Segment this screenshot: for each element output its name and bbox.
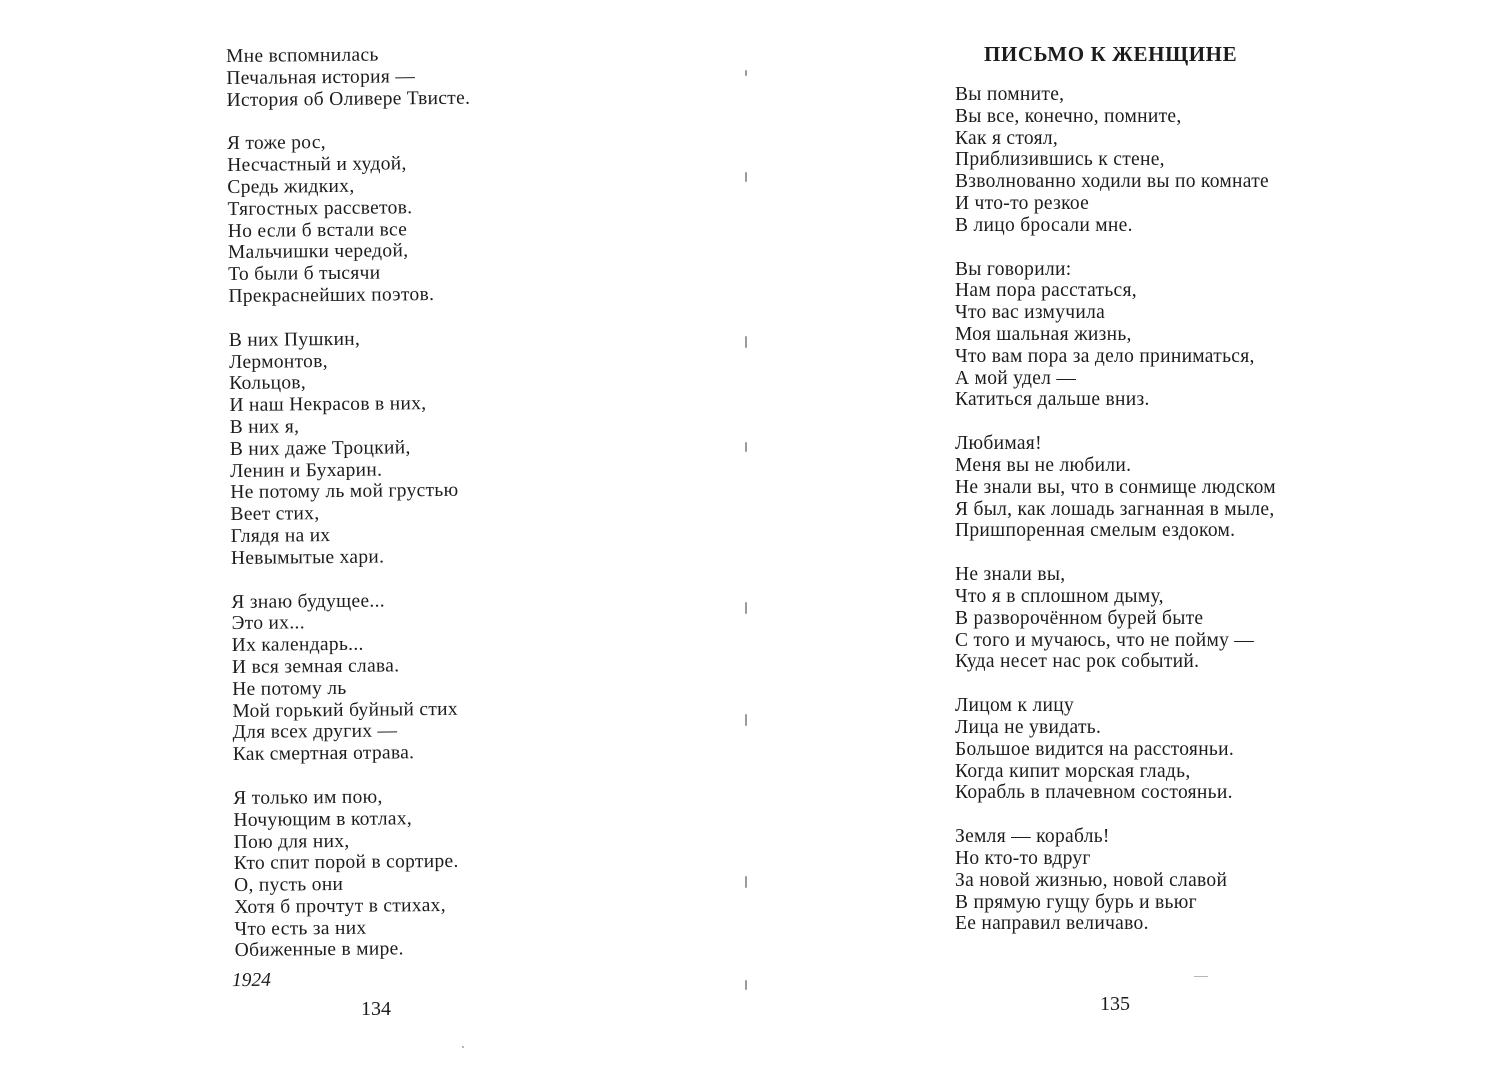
poem-line: Я был, как лошадь загнанная в мыле,: [955, 498, 1275, 520]
stanza: [229, 327, 475, 569]
poem-line: Нам пора расстаться,: [955, 280, 1137, 302]
poem-line: Моя шальная жизнь,: [955, 323, 1132, 345]
poem-line: Обиженные в мире.: [234, 938, 404, 962]
poem-line: Лермонтов,: [228, 350, 328, 373]
poem-line: Что вам пора за дело приниматься,: [955, 345, 1255, 367]
poem-line: Не потому ль мой грустью: [230, 480, 459, 504]
poem-line: Не потому ль: [232, 677, 347, 700]
print-speck: [462, 1046, 464, 1048]
poem-line: Веет стих,: [230, 503, 320, 526]
stanza: [955, 564, 1276, 673]
stanza: [955, 259, 1276, 412]
gutter-mark: [745, 602, 747, 614]
poem-line: Мне вспомнилась: [226, 44, 379, 67]
stanza: [227, 131, 472, 308]
poem-line: Что я в сплошном дыму,: [955, 585, 1164, 607]
poem-line: Большое видится на расстояньи.: [955, 738, 1235, 760]
stanza: [226, 44, 470, 112]
poem-line: Ленин и Бухарин.: [229, 459, 383, 482]
poem-line: Я тоже рос,: [226, 132, 327, 155]
poem-line: Лицом к лицу: [955, 695, 1074, 717]
poem-title: ПИСЬМО К ЖЕНЩИНЕ: [984, 42, 1238, 66]
poem-line: Глядя на их: [230, 524, 331, 547]
poem-line: А мой удел —: [955, 367, 1077, 389]
gutter-mark: [745, 876, 747, 888]
stanza: [955, 84, 1276, 237]
poem-line: Тягостных рассветов.: [227, 197, 413, 220]
poem-line: Кольцов,: [229, 372, 307, 395]
stanza: [233, 786, 478, 963]
poem-line: Куда несет нас рок событий.: [955, 651, 1200, 673]
poem-line: Вы все, конечно, помните,: [955, 105, 1182, 127]
poem-line: Несчастный и худой,: [227, 153, 407, 177]
poem-line: Приблизившись к стене,: [955, 149, 1165, 171]
poem-line: Вы помните,: [955, 84, 1065, 105]
poem-line: Мальчишки чередой,: [227, 240, 409, 264]
poem-line: Земля — корабль!: [955, 826, 1110, 848]
gutter-mark: [745, 714, 747, 726]
poem-line: И наш Некрасов в них,: [229, 393, 427, 417]
left-page: [0, 0, 748, 1080]
poem-line: В разворочённом бурей быте: [955, 607, 1204, 629]
poem-line: Их календарь...: [231, 633, 364, 657]
poem-line: Для всех других —: [232, 720, 398, 744]
poem-line: Ее направил величаво.: [955, 913, 1149, 935]
poem-line: История об Оливере Твисте.: [226, 87, 471, 111]
poem-line: Как смертная отрава.: [232, 742, 415, 766]
poem-line: Что есть за них: [234, 917, 367, 940]
poem-line: Что вас измучила: [955, 302, 1106, 324]
left-poem-text: [226, 44, 479, 985]
stanza: [955, 826, 1276, 935]
poem-line: Это их...: [231, 612, 305, 635]
right-poem-text: [955, 84, 1276, 957]
page-number-right: 135: [1100, 993, 1130, 1015]
gutter-mark: [745, 336, 747, 348]
poem-line: Я знаю будущее...: [231, 590, 385, 613]
poem-line: Меня вы не любили.: [955, 454, 1132, 476]
poem-line: Как я стоял,: [955, 127, 1059, 149]
poem-line: Но если б встали все: [227, 218, 408, 242]
poem-line: Невымытые хари.: [230, 546, 385, 569]
poem-line: Но кто-то вдруг: [955, 847, 1091, 869]
gutter-mark: [745, 172, 747, 182]
poem-line: В них даже Троцкий,: [229, 436, 411, 460]
poem-line: И вся земная слава.: [231, 655, 400, 678]
poem-line: И что-то резкое: [955, 192, 1090, 214]
book-gutter: [744, 0, 748, 1080]
poem-line: Когда кипит морская гладь,: [955, 760, 1191, 782]
poem-line: Вы говорили:: [955, 258, 1072, 280]
poem-line: В них Пушкин,: [228, 328, 361, 351]
poem-line: С того и мучаюсь, что не пойму —: [955, 629, 1255, 651]
poem-line: Взволнованно ходили вы по комнате: [955, 171, 1269, 193]
poem-line: Кто спит порой в сортире.: [233, 851, 459, 875]
poem-line: Ночующим в котлах,: [233, 807, 413, 831]
poem-line: Не знали вы, что в сонмище людском: [955, 476, 1276, 498]
poem-line: Прекраснейших поэтов.: [228, 283, 435, 307]
gutter-mark: [745, 980, 747, 990]
poem-line: Пришпоренная смелым ездоком.: [955, 520, 1236, 542]
poem-line: Лица не увидать.: [955, 716, 1102, 738]
right-page: [752, 0, 1501, 1080]
poem-line: Хотя б прочтут в стихах,: [234, 894, 446, 918]
poem-line: Не знали вы,: [955, 564, 1066, 586]
page-number-left: 134: [361, 998, 391, 1020]
poem-line: В лицо бросали мне.: [955, 214, 1133, 236]
stanza: [955, 433, 1276, 542]
poem-line: Корабль в плачевном состояньи.: [955, 782, 1233, 804]
stanza: [955, 695, 1276, 804]
poem-line: Любимая!: [955, 433, 1042, 455]
poem-line: То были б тысячи: [228, 262, 381, 286]
gutter-mark: [745, 442, 747, 452]
poem-line: О, пусть они: [233, 874, 344, 897]
poem-line: В прямую гущу бурь и вьюг: [955, 891, 1197, 913]
poem-line: Средь жидких,: [227, 175, 355, 198]
stanza: [231, 589, 476, 766]
poem-line: Я только им пою,: [233, 786, 383, 809]
poem-line: Пою для них,: [233, 830, 350, 853]
gutter-mark: [745, 70, 747, 76]
poem-line: За новой жизнью, новой славой: [955, 869, 1228, 891]
poem-line: Катиться дальше вниз.: [955, 389, 1150, 411]
poem-line: Печальная история —: [226, 65, 416, 89]
poem-line: Мой горький буйный стих: [232, 698, 458, 722]
poem-line: В них я,: [229, 416, 300, 438]
poem-date: 1924: [231, 969, 272, 992]
